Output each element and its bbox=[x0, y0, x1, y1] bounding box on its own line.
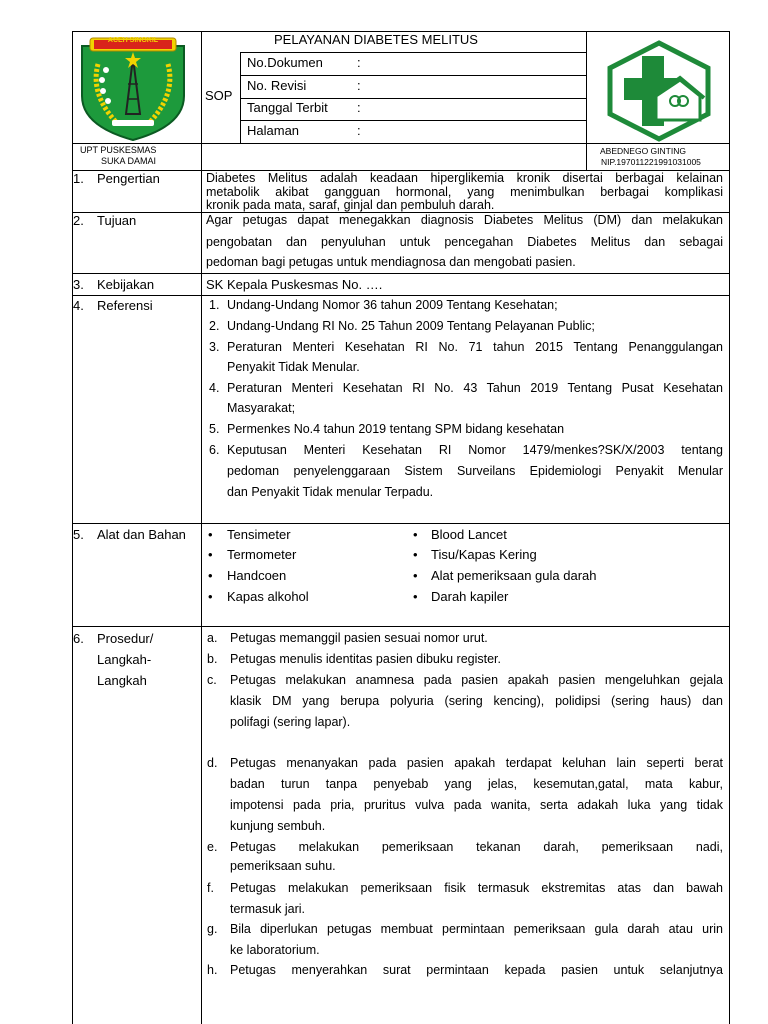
section-label-kebijakan: Kebijakan bbox=[97, 277, 155, 292]
ref-line: Undang-Undang RI No. 25 Tahun 2009 Tentang Pelayanan Public; bbox=[227, 319, 595, 333]
regency-emblem-logo bbox=[76, 34, 190, 142]
border-right bbox=[729, 31, 730, 1024]
ref-line: Keputusan Menteri Kesehatan RI Nomor 1479/menkes?SK/X/2003 tentang bbox=[227, 443, 723, 457]
step-line: termasuk jari. bbox=[230, 902, 306, 916]
step-letter: c. bbox=[207, 673, 217, 687]
section-label-prosedur: Prosedur/ bbox=[97, 631, 154, 646]
field-no-dokumen-sep: : bbox=[357, 55, 361, 70]
step-line: pemeriksaan suhu. bbox=[230, 859, 336, 873]
section-number: 6. bbox=[73, 631, 84, 646]
section-label-referensi: Referensi bbox=[97, 298, 153, 313]
step-letter: e. bbox=[207, 840, 218, 854]
bullet-icon: • bbox=[208, 527, 213, 542]
step-letter: a. bbox=[207, 631, 218, 645]
section-label-pengertian: Pengertian bbox=[97, 171, 160, 186]
ref-number: 4. bbox=[209, 381, 220, 395]
field-halaman-label: Halaman bbox=[247, 123, 300, 138]
ref-line: Undang-Undang Nomor 36 tahun 2009 Tentang Kesehatan; bbox=[227, 298, 558, 312]
field-no-dokumen-label: No.Dokumen bbox=[247, 55, 323, 70]
logo-banner-text: ACEH SINGKIL bbox=[107, 37, 159, 44]
puskesmas-logo bbox=[604, 40, 714, 142]
step-letter: b. bbox=[207, 652, 218, 666]
field-no-revisi-sep: : bbox=[357, 78, 361, 93]
step-line: Petugas menulis identitas pasien dibuku register. bbox=[230, 652, 501, 666]
ref-line: Peraturan Menteri Kesehatan RI No. 43 Tahun 2019 Tentang Pusat Kesehatan bbox=[227, 381, 723, 395]
bullet-icon: • bbox=[413, 589, 418, 604]
ref-line: Masyarakat; bbox=[227, 401, 296, 415]
tool-item: Darah kapiler bbox=[431, 589, 509, 604]
bullet-icon: • bbox=[413, 568, 418, 583]
signer-name: ABEDNEGO GINTING bbox=[600, 146, 686, 156]
tujuan-line: pengobatan dan penyuluhan untuk pencegahan Diabetes Melitus dan sebagai bbox=[206, 235, 723, 249]
bullet-icon: • bbox=[413, 547, 418, 562]
tool-item: Kapas alkohol bbox=[227, 589, 309, 604]
step-line: Petugas melakukan pemeriksaan fisik termasuk ekstremitas atas dan bawah bbox=[230, 881, 723, 895]
step-line: Petugas menyerahkan surat permintaan kepada pasien untuk selanjutnya bbox=[230, 963, 723, 977]
org-name-line2: SUKA DAMAI bbox=[101, 156, 157, 166]
tool-item: Blood Lancet bbox=[431, 527, 507, 542]
field-tanggal-terbit-sep: : bbox=[357, 100, 361, 115]
step-line: ke laboratorium. bbox=[230, 943, 320, 957]
ref-number: 3. bbox=[209, 340, 220, 354]
tool-item: Alat pemeriksaan gula darah bbox=[431, 568, 597, 583]
step-line: Petugas memanggil pasien sesuai nomor urut. bbox=[230, 631, 488, 645]
step-letter: d. bbox=[207, 756, 218, 770]
section-number: 1. bbox=[73, 171, 84, 186]
pengertian-line: metabolik akibat gangguan hormonal, yang menimbulkan berbagai komplikasi bbox=[206, 185, 723, 199]
section-number: 3. bbox=[73, 277, 84, 292]
bullet-icon: • bbox=[208, 568, 213, 583]
section-label-alat-bahan: Alat dan Bahan bbox=[97, 527, 186, 542]
tool-item: Tensimeter bbox=[227, 527, 291, 542]
ref-line: Peraturan Menteri Kesehatan RI No. 71 tahun 2015 Tentang Penanggulangan bbox=[227, 340, 723, 354]
bullet-icon: • bbox=[208, 547, 213, 562]
section-label-tujuan: Tujuan bbox=[97, 213, 137, 228]
step-line: kunjung sembuh. bbox=[230, 819, 326, 833]
step-letter: h. bbox=[207, 963, 218, 977]
section-label-prosedur: Langkah bbox=[97, 673, 147, 688]
sop-label: SOP bbox=[205, 88, 233, 103]
step-line: Bila diperlukan petugas membuat permintaan pemeriksaan gula darah atau urin bbox=[230, 922, 723, 936]
column-divider bbox=[201, 31, 202, 1024]
tool-item: Tisu/Kapas Kering bbox=[431, 547, 537, 562]
field-tanggal-terbit-label: Tanggal Terbit bbox=[247, 100, 328, 115]
section-number: 2. bbox=[73, 213, 84, 228]
field-no-revisi-label: No. Revisi bbox=[247, 78, 307, 93]
step-line: klasik DM yang berupa polyuria (sering kencing), polidipsi (sering haus) dan bbox=[230, 694, 723, 708]
step-line: Petugas melakukan anamnesa pada pasien apakah pasien mengeluhkan gejala bbox=[230, 673, 723, 687]
tujuan-line: Agar petugas dapat menegakkan diagnosis Diabetes Melitus (DM) dan melakukan bbox=[206, 213, 723, 227]
ref-number: 1. bbox=[209, 298, 220, 312]
kebijakan-text: SK Kepala Puskesmas No. …. bbox=[206, 277, 383, 292]
section-label-prosedur: Langkah- bbox=[97, 652, 152, 667]
tool-item: Handcoen bbox=[227, 568, 287, 583]
step-line: impotensi pada pria, pruritus vulva pada wanita, serta adakah luka yang tidak bbox=[230, 798, 723, 812]
ref-line: dan Penyakit Tidak menular Terpadu. bbox=[227, 485, 434, 499]
pengertian-line: kronik pada mata, saraf, ginjal dan pembuluh darah. bbox=[206, 198, 495, 212]
section-number: 4. bbox=[73, 298, 84, 313]
signer-divider bbox=[586, 31, 587, 170]
page-title: PELAYANAN DIABETES MELITUS bbox=[274, 32, 478, 47]
step-letter: g. bbox=[207, 922, 218, 936]
ref-number: 2. bbox=[209, 319, 220, 333]
ref-line: pedoman penyelenggaraan Sistem Surveilans Epidemiologi Penyakit Menular bbox=[227, 464, 723, 478]
field-halaman-sep: : bbox=[357, 123, 361, 138]
tool-item: Termometer bbox=[227, 547, 297, 562]
step-line: badan turun tanpa penyebab yang jelas, kesemutan,gatal, mata kabur, bbox=[230, 777, 723, 791]
ref-line: Permenkes No.4 tahun 2019 tentang SPM bidang kesehatan bbox=[227, 422, 565, 436]
step-line: Petugas melakukan pemeriksaan tekanan darah, pemeriksaan nadi, bbox=[230, 840, 723, 854]
pengertian-line: Diabetes Melitus adalah keadaan hiperglikemia kronik disertai berbagai kelainan bbox=[206, 171, 723, 185]
step-letter: f. bbox=[207, 881, 214, 895]
tujuan-line: pedoman bagi petugas untuk mendiagnosa dan mengobati pasien. bbox=[206, 255, 576, 269]
ref-number: 6. bbox=[209, 443, 220, 457]
step-line: Petugas menanyakan pada pasien apakah terdapat keluhan lain seperti berat bbox=[230, 756, 723, 770]
bullet-icon: • bbox=[208, 589, 213, 604]
step-line: polifagi (sering lapar). bbox=[230, 715, 351, 729]
section-number: 5. bbox=[73, 527, 84, 542]
ref-line: Penyakit Tidak Menular. bbox=[227, 360, 360, 374]
org-name-line1: UPT PUSKESMAS bbox=[80, 145, 157, 155]
ref-number: 5. bbox=[209, 422, 220, 436]
bullet-icon: • bbox=[413, 527, 418, 542]
signer-nip: NIP.197011221991031005 bbox=[601, 157, 701, 167]
